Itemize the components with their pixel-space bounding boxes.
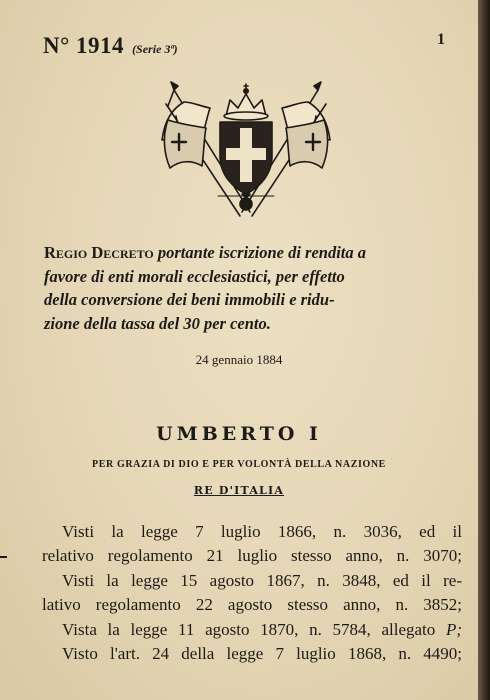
body-line-6: Visto l'art. 24 della legge 7 luglio 1868, n. 4490; (62, 644, 462, 664)
body-line-1: Visti la legge 7 luglio 1866, n. 3036, ed il (62, 522, 462, 541)
decree-title (44, 241, 464, 335)
body-line-4: lativo regolamento 22 agosto stesso anno, n. 3852; (42, 595, 462, 615)
body-line-5-text: Vista la legge 11 agosto 1870, n. 5784, allegato (62, 619, 436, 639)
body-line-3: Visti la legge 15 agosto 1867, n. 3848, ed il re- (62, 570, 462, 590)
title-line-4: zione della tassa del 30 per cento. (44, 313, 271, 333)
king-name: UMBERTO I (156, 423, 322, 445)
decree-serie: (Serie 3ª) (132, 42, 178, 56)
title-line-2: favore di enti morali ecclesiastici, per effetto (44, 266, 345, 286)
savoy-coat-of-arms-icon (158, 76, 334, 224)
royal-formula: PER GRAZIA DI DIO E PER VOLONTÀ DELLA NAZIONE (92, 459, 386, 470)
royal-title: RE D'ITALIA (193, 484, 285, 497)
title-line-3: della conversione dei beni immobili e ridu- (44, 290, 335, 309)
body-line-2: relativo regolamento 21 luglio stesso anno, n. 3070; (42, 546, 462, 566)
decree-date: 24 gennaio 1884 (195, 352, 283, 367)
page-edge-shadow (478, 0, 490, 700)
body-line-5 (42, 618, 462, 642)
title-smallcaps: Regio Decreto (44, 243, 154, 262)
title-line-1: portante iscrizione di rendita a (157, 243, 366, 262)
page-number: 1 (437, 31, 445, 48)
decree-number: N° 1914 (43, 33, 125, 58)
decree-header (43, 33, 178, 59)
margin-mark (0, 556, 7, 558)
body-line-5-italic: P; (445, 619, 462, 639)
decree-body (42, 520, 462, 666)
